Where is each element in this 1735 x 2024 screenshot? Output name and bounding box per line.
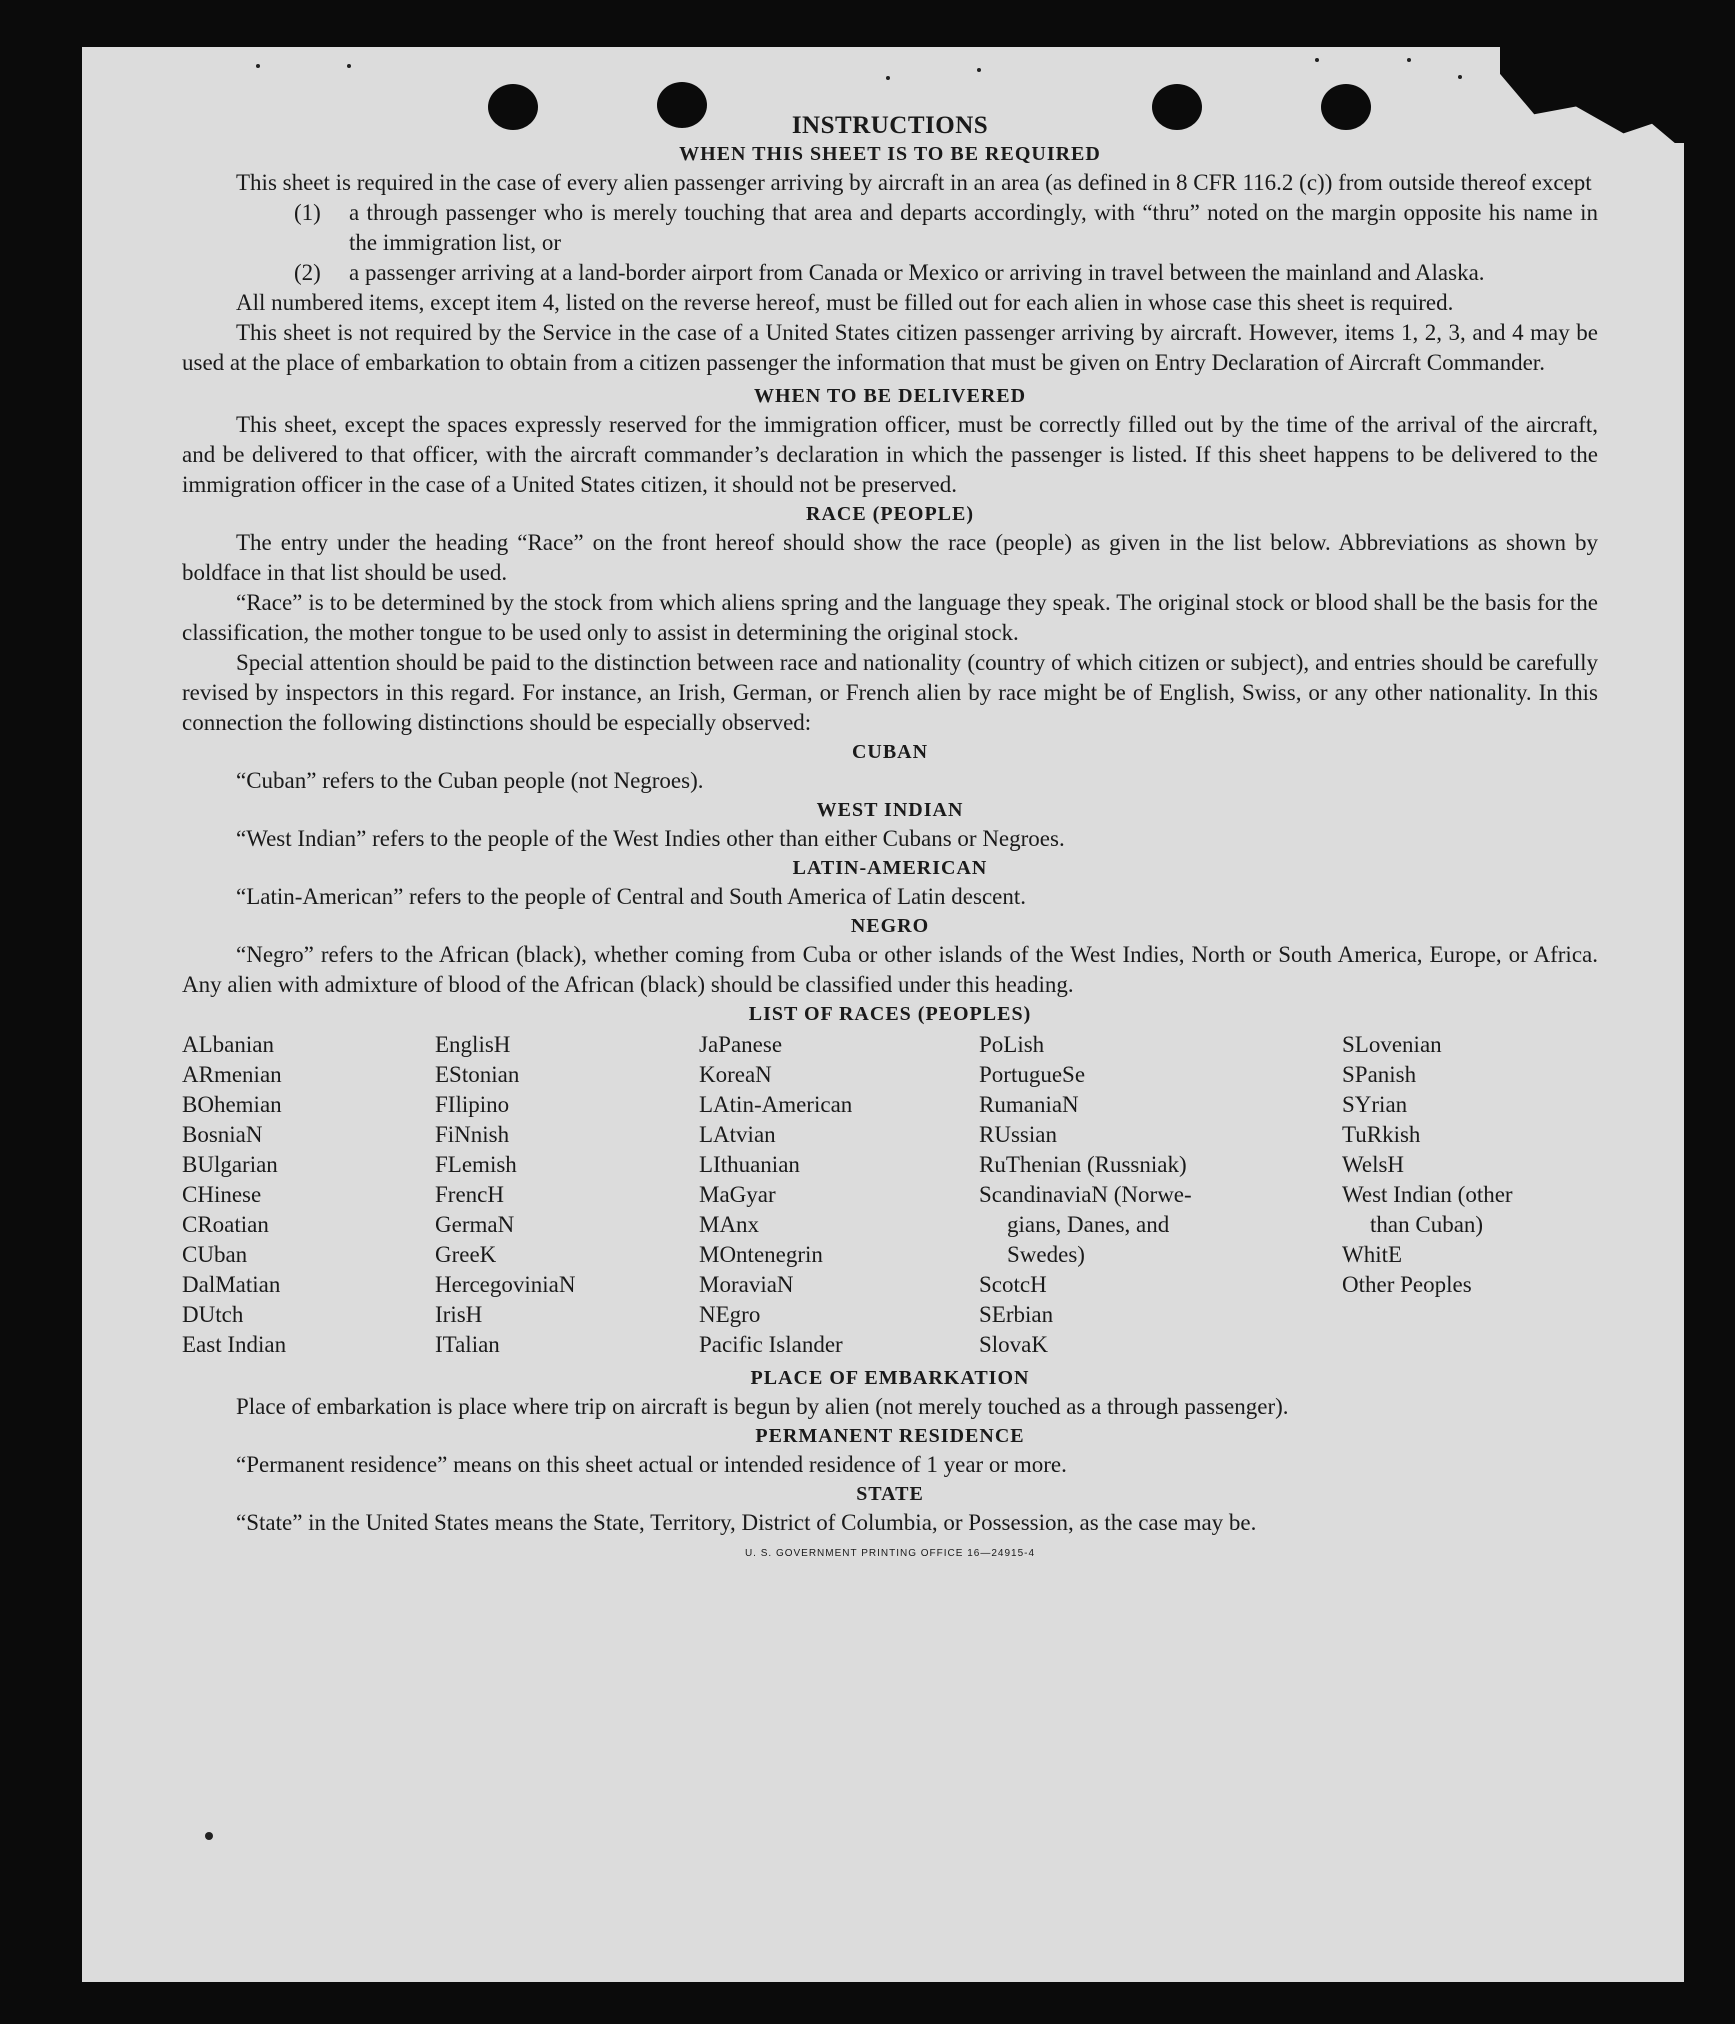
races-column: [182, 1030, 435, 1360]
race-entry: EStonian: [435, 1062, 520, 1087]
heading-state: STATE: [856, 1483, 924, 1505]
heading-permanent-residence: PERMANENT RESIDENCE: [755, 1425, 1025, 1447]
race-entry: EnglisH: [435, 1032, 511, 1057]
race-entry: PortugueSe: [979, 1062, 1086, 1087]
race-entry: RumaniaN: [979, 1092, 1079, 1117]
race-entry: RUssian: [979, 1122, 1057, 1147]
race-entry: GermaN: [435, 1212, 515, 1237]
race-entry: FIlipino: [435, 1092, 510, 1117]
race-entry: West Indian (other: [1342, 1182, 1513, 1207]
race-entry: HercegoviniaN: [435, 1272, 576, 1297]
race-entry: LAtin-American: [699, 1092, 853, 1117]
race-entry: SLovenian: [1342, 1032, 1442, 1057]
heading-required: WHEN THIS SHEET IS TO BE REQUIRED: [679, 143, 1101, 165]
race-entry: GreeK: [435, 1242, 497, 1267]
race-entry: ScotcH: [979, 1272, 1047, 1297]
paragraph: “Race” is to be determined by the stock from which aliens spring and the language they speak. The original stock or blood shall be the basis for the classification, the mother tongue to be used only to assist in determining the original stock.: [182, 590, 1598, 645]
races-column: [435, 1030, 699, 1360]
page-title: INSTRUCTIONS: [791, 112, 989, 139]
heading-negro: NEGRO: [850, 915, 930, 937]
race-entry: ScandinaviaN (Norwe-: [979, 1182, 1192, 1207]
speck: [205, 1832, 213, 1840]
race-entry: BosniaN: [182, 1122, 263, 1147]
race-entry: TuRkish: [1342, 1122, 1421, 1147]
race-entry: BOhemian: [182, 1092, 282, 1117]
race-entry: MOntenegrin: [699, 1242, 823, 1267]
race-entry: MaGyar: [699, 1182, 776, 1207]
paragraph: The entry under the heading “Race” on the front hereof should show the race (people) as given in the list below. Abbreviations as shown by boldface in that list should be used.: [182, 530, 1598, 585]
race-entry: MoraviaN: [699, 1272, 794, 1297]
speck: [347, 64, 351, 68]
race-entry: MAnx: [699, 1212, 760, 1237]
heading-latin-american: LATIN-AMERICAN: [792, 857, 988, 879]
race-entry: WelsH: [1342, 1152, 1405, 1177]
race-entry: SPanish: [1342, 1062, 1417, 1087]
item-number: (1): [294, 200, 321, 225]
race-entry: FrencH: [435, 1182, 504, 1207]
paragraph: “Cuban” refers to the Cuban people (not Negroes).: [236, 768, 704, 793]
race-entry: LAtvian: [699, 1122, 776, 1147]
speck: [256, 64, 260, 68]
paragraph: Place of embarkation is place where trip on aircraft is begun by alien (not merely touched as a through passenger).: [236, 1394, 1289, 1419]
race-entry: DalMatian: [182, 1272, 281, 1297]
race-entry: NEgro: [699, 1302, 761, 1327]
race-entry: LIthuanian: [699, 1152, 800, 1177]
race-entry: RuThenian (Russniak): [979, 1152, 1187, 1177]
heading-list-of-races: LIST OF RACES (PEOPLES): [748, 1003, 1032, 1025]
paragraph: This sheet, except the spaces expressly reserved for the immigration officer, must be correctly filled out by the time of the arrival of the aircraft, and be delivered to that officer, with the aircraft commander’s declaration in which the passenger is listed. If this sheet happens to be delivered to the immigration officer in the case of a United States citizen, it should not be preserved.: [182, 412, 1598, 497]
speck: [977, 68, 981, 72]
race-entry: DUtch: [182, 1302, 244, 1327]
race-entry: CHinese: [182, 1182, 262, 1207]
race-entry: Swedes): [1007, 1242, 1085, 1267]
paragraph: “State” in the United States means the State, Territory, District of Columbia, or Possession, as the case may be.: [236, 1510, 1257, 1535]
race-entry: SYrian: [1342, 1092, 1408, 1117]
paragraph: “Negro” refers to the African (black), whether coming from Cuba or other islands of the West Indies, North or South America, Europe, or Africa. Any alien with admixture of blood of the African (black) should be classified under this heading.: [182, 942, 1598, 997]
item-number: (2): [294, 260, 321, 285]
race-entry: JaPanese: [699, 1032, 783, 1057]
list-item: [182, 258, 1598, 288]
speck: [886, 76, 890, 80]
instructions-content: [182, 112, 1598, 1559]
race-entry: ARmenian: [182, 1062, 282, 1087]
paragraph: All numbered items, except item 4, listed on the reverse hereof, must be filled out for each alien in whose case this sheet is required.: [236, 290, 1454, 315]
race-entry: FLemish: [435, 1152, 517, 1177]
race-entry: PoLish: [979, 1032, 1045, 1057]
paragraph: Special attention should be paid to the distinction between race and nationality (country of which citizen or subject), and entries should be carefully revised by inspectors in this regard. For instance, an Irish, German, or French alien by race might be of English, Swiss, or any other nationality. In this connection the following distinctions should be especially observed:: [182, 650, 1598, 735]
race-entry: gians, Danes, and: [1007, 1212, 1170, 1237]
race-entry: FiNnish: [435, 1122, 510, 1147]
race-entry: than Cuban): [1370, 1212, 1484, 1237]
race-entry: East Indian: [182, 1332, 287, 1357]
races-column: [1342, 1030, 1594, 1360]
item-text: a through passenger who is merely touching that area and departs accordingly, with “thru” noted on the margin opposite his name in the immigration list, or: [349, 200, 1598, 255]
race-entry: KoreaN: [699, 1062, 772, 1087]
paragraph: This sheet is required in the case of every alien passenger arriving by aircraft in an area (as defined in 8 CFR 116.2 (c)) from outside thereof except: [236, 170, 1592, 195]
paragraph: “Permanent residence” means on this sheet actual or intended residence of 1 year or more.: [236, 1452, 1067, 1477]
race-entry: ALbanian: [182, 1032, 274, 1057]
races-list: [182, 1030, 1598, 1360]
race-entry: SErbian: [979, 1302, 1054, 1327]
paragraph: “Latin-American” refers to the people of Central and South America of Latin descent.: [236, 884, 1026, 909]
race-entry: Pacific Islander: [699, 1332, 843, 1357]
race-entry: WhitE: [1342, 1242, 1403, 1267]
races-column: [699, 1030, 979, 1360]
races-column: [979, 1030, 1262, 1360]
printer-imprint: U. S. GOVERNMENT PRINTING OFFICE 16—24915-4: [744, 1548, 1036, 1559]
heading-race: RACE (PEOPLE): [806, 503, 974, 525]
speck: [1407, 58, 1411, 62]
paragraph: “West Indian” refers to the people of the West Indies other than either Cubans or Negroes.: [236, 826, 1065, 851]
list-item: [182, 198, 1598, 258]
race-entry: IrisH: [435, 1302, 483, 1327]
race-entry: CRoatian: [182, 1212, 269, 1237]
speck: [1315, 58, 1319, 62]
speck: [1458, 75, 1462, 79]
heading-cuban: CUBAN: [851, 741, 929, 763]
heading-west-indian: WEST INDIAN: [816, 799, 964, 821]
race-entry: Other Peoples: [1342, 1272, 1472, 1297]
race-entry: BUlgarian: [182, 1152, 278, 1177]
item-text: a passenger arriving at a land-border airport from Canada or Mexico or arriving in travel between the mainland and Alaska.: [349, 260, 1485, 285]
heading-delivered: WHEN TO BE DELIVERED: [753, 385, 1027, 407]
race-entry: CUban: [182, 1242, 248, 1267]
heading-embarkation: PLACE OF EMBARKATION: [750, 1367, 1030, 1389]
race-entry: ITalian: [435, 1332, 500, 1357]
paragraph: This sheet is not required by the Service in the case of a United States citizen passenger arriving by aircraft. However, items 1, 2, 3, and 4 may be used at the place of embarkation to obtain from a citizen passenger the information that must be given on Entry Declaration of Aircraft Commander.: [182, 320, 1598, 375]
race-entry: SlovaK: [979, 1332, 1048, 1357]
